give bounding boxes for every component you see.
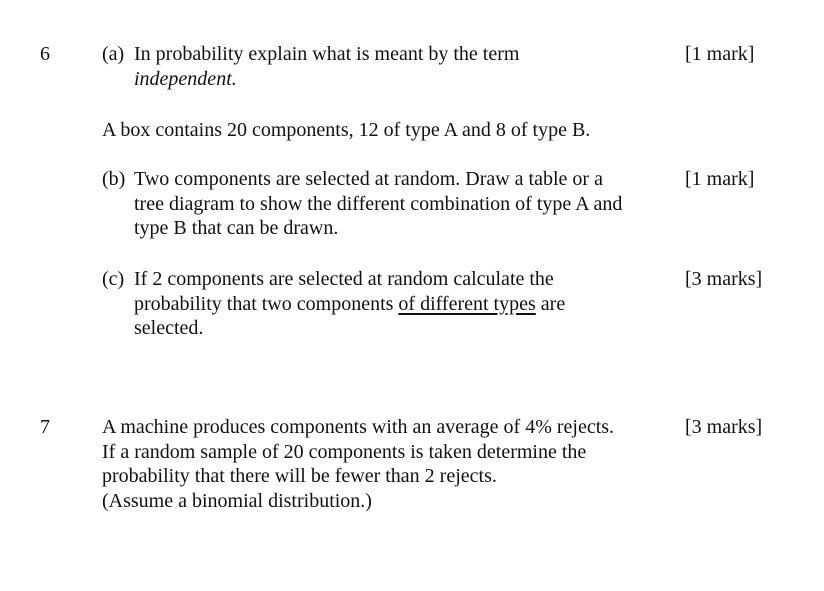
part-b-line-2: tree diagram to show the different combination of type A and <box>134 192 623 215</box>
part-c-line-2-end: are <box>535 292 566 315</box>
question-7-line-3: probability that there will be fewer than 2 rejects. <box>102 465 497 487</box>
part-a-line-1: In probability explain what is meant by the term <box>134 43 520 65</box>
part-c-marks: [3 marks] <box>685 268 763 290</box>
question-7-body <box>102 415 672 513</box>
part-b-marks: [1 mark] <box>685 168 755 190</box>
question-6-stem: A box contains 20 components, 12 of type A and 8 of type B. <box>102 119 591 141</box>
part-a-marks: [1 mark] <box>685 43 755 65</box>
part-b-line-3: type B that can be drawn. <box>134 217 339 239</box>
part-c-line-1: If 2 components are selected at random calculate the <box>134 268 554 290</box>
part-c-line-2-start: probability that two components <box>134 292 399 315</box>
part-b-line-1: Two components are selected at random. Draw a table or a <box>134 168 603 190</box>
question-7-line-2: If a random sample of 20 components is taken determine the <box>102 440 587 463</box>
part-c-line-3: selected. <box>134 317 204 339</box>
question-6-number: 6 <box>40 43 50 65</box>
question-7-marks: [3 marks] <box>685 416 763 438</box>
part-a-line-2: independent. <box>134 67 237 90</box>
part-c-underlined-phrase: of different types <box>398 292 536 315</box>
question-7-number: 7 <box>40 416 50 438</box>
part-c-label: (c) <box>102 268 125 290</box>
question-6b <box>102 167 672 241</box>
question-6a <box>102 42 672 91</box>
part-b-label: (b) <box>102 168 126 190</box>
part-a-label: (a) <box>102 43 125 65</box>
question-6c <box>102 267 672 341</box>
part-c-line-2 <box>134 292 672 317</box>
question-7-line-4: (Assume a binomial distribution.) <box>102 489 372 512</box>
question-7-line-1: A machine produces components with an average of 4% rejects. <box>102 416 615 438</box>
